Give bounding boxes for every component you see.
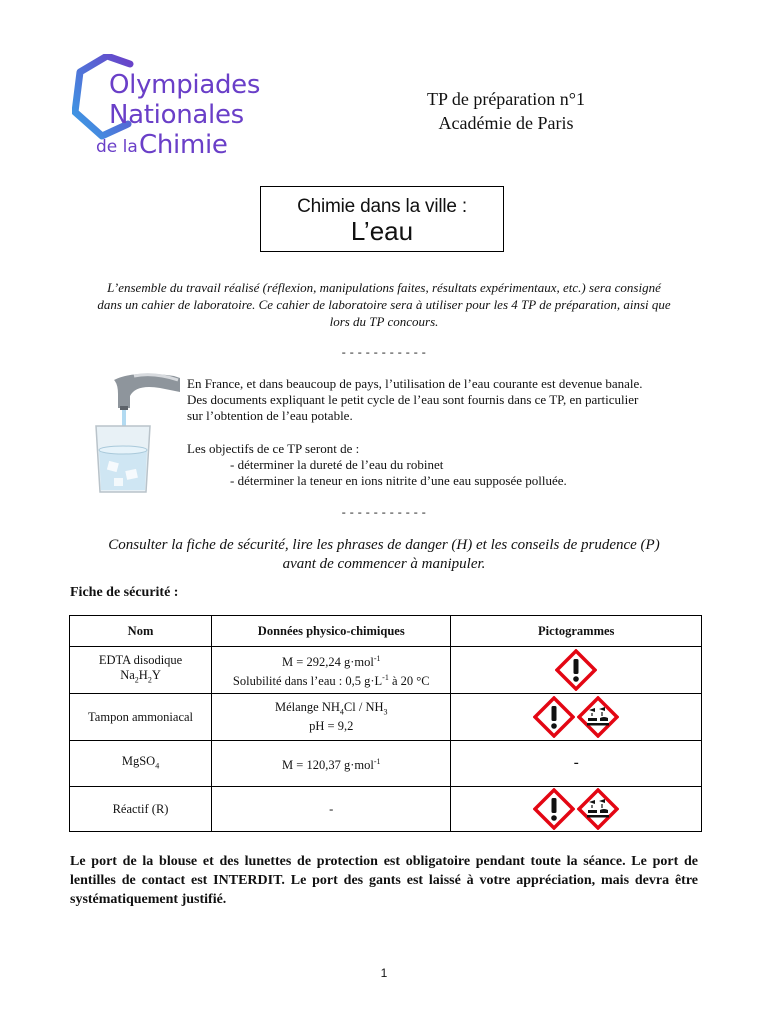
exclamation-pictogram-icon <box>533 788 575 830</box>
exclamation-pictogram-icon <box>533 696 575 738</box>
context-line-3: sur l’obtention de l’eau potable. <box>187 408 353 423</box>
separator-top: - - - - - - - - - - - <box>341 345 427 359</box>
logo-word-chimie: Chimie <box>139 130 228 160</box>
molar-mass: M = 120,37 g·mol$^{-1}$ <box>282 756 381 773</box>
formula-na2h2y: $Na_2H_2Y$ <box>120 667 161 685</box>
header-pictogrammes: Pictogrammes <box>451 616 702 647</box>
consult-line-2: avant de commencer à manipuler. <box>282 556 486 572</box>
intro-line-1: L’ensemble du travail réalisé (réflexion, manipulations faites, résultats expérimentaux, etc.) sera consigné <box>107 280 661 295</box>
title-line-1: Chimie dans la ville : <box>297 196 467 217</box>
cell-name <box>70 741 212 787</box>
logo-word-nationales: Nationales <box>109 100 244 130</box>
cell-name: Tampon ammoniacal <box>70 694 212 741</box>
table-header-row <box>70 616 702 647</box>
table-row <box>70 741 702 787</box>
cell-data <box>212 647 451 694</box>
fiche-securite-label: Fiche de sécurité : <box>70 585 179 600</box>
consult-instructions <box>60 536 708 574</box>
safety-warning: Le port de la blouse et des lunettes de protection est obligatoire pendant toute la séance. Le port de lentilles de contact est INTERDIT. Le port des gants est laissé à votre appréciation, mais devra être systématiquement justifié. <box>70 854 698 907</box>
molar-mass: M = 292,24 g·mol$^{-1}$ <box>282 653 381 669</box>
name-line: EDTA disodique <box>98 652 183 667</box>
context-line-1: En France, et dans beaucoup de pays, l’utilisation de l’eau courante est devenue banale. <box>187 376 643 391</box>
corrosive-pictogram-icon <box>577 696 619 738</box>
intro-line-3: lors du TP concours. <box>329 314 439 329</box>
cell-pictograms <box>451 647 702 694</box>
corrosive-pictogram-icon <box>577 788 619 830</box>
solubility: Solubilité dans l’eau : 0,5 $g\cdot L^{-1}$ à 20 °C <box>232 673 430 689</box>
consult-line-1: Consulter la fiche de sécurité, lire les phrases de danger (H) et les conseils de prudence (P) <box>108 537 660 553</box>
header-donnees: Données physico-chimiques <box>212 616 451 647</box>
logo-word-olympiades: Olympiades <box>109 70 261 100</box>
ph-value: pH = 9,2 <box>309 719 354 734</box>
intro-line-2: dans un cahier de laboratoire. Ce cahier de laboratoire sera à utiliser pour les 4 TP de préparation, ainsi que <box>97 297 671 312</box>
table-row <box>70 787 702 832</box>
tp-subtitle: TP de préparation n°1 <box>427 89 585 109</box>
cell-name <box>70 647 212 694</box>
table-row <box>70 694 702 741</box>
cell-data <box>212 694 451 741</box>
exclamation-pictogram-icon <box>555 649 597 691</box>
cell-data: - <box>212 787 451 832</box>
objective-item-2: - déterminer la teneur en ions nitrite d’une eau supposée polluée. <box>230 473 567 488</box>
table-row <box>70 647 702 694</box>
safety-table <box>69 615 702 832</box>
academie-label: Académie de Paris <box>438 113 574 133</box>
cell-data <box>212 741 451 787</box>
separator-bottom: - - - - - - - - - - - <box>341 505 427 519</box>
title-line-2: L’eau <box>350 216 414 246</box>
cell-pictograms <box>451 787 702 832</box>
header-nom: Nom <box>70 616 212 647</box>
context-line-2: Des documents expliquant le petit cycle de l’eau sont fournis dans ce TP, en particulier <box>187 392 639 407</box>
objective-item-1: - déterminer la dureté de l’eau du robinet <box>230 457 444 472</box>
page-number: 1 <box>380 966 388 980</box>
objectives-heading: Les objectifs de ce TP seront de : <box>187 441 360 456</box>
cell-name: Réactif (R) <box>70 787 212 832</box>
formula-mgso4: MgSO$_4$ <box>121 753 160 771</box>
logo-word-de-la: de la <box>96 137 138 157</box>
cell-pictograms-none: - <box>451 741 702 787</box>
title-box <box>260 186 504 252</box>
water-glass-faucet-image <box>74 366 180 494</box>
mixture-formula: Mélange $NH_4Cl / NH_3$ <box>275 699 388 717</box>
cell-pictograms <box>451 694 702 741</box>
